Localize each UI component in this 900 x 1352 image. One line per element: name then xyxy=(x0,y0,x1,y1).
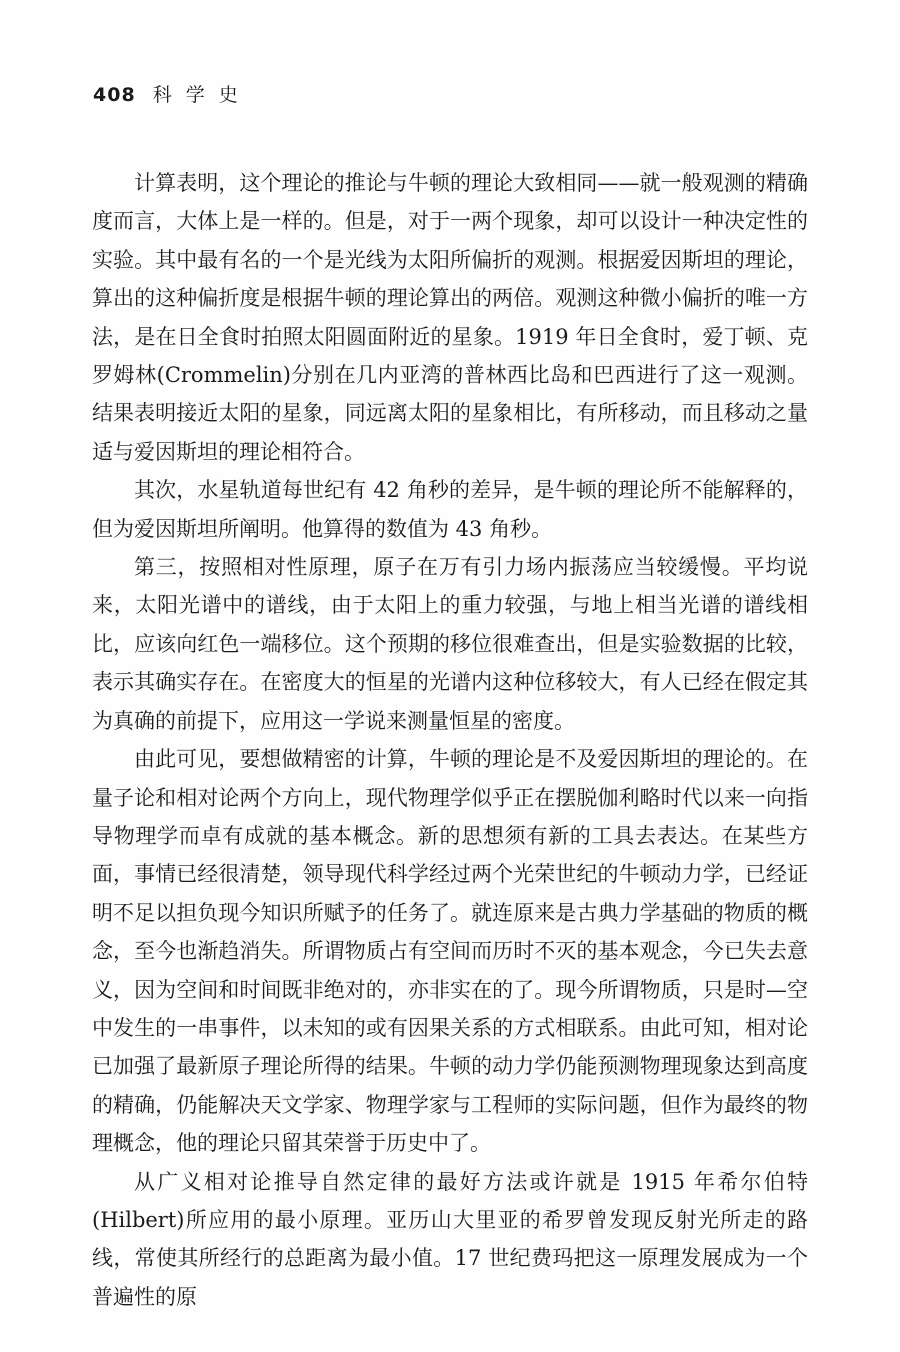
running-head xyxy=(93,80,252,107)
paragraph-mercury-orbit: 其次，水星轨道每世纪有 42 角秒的差异，是牛顿的理论所不能解释的，但为爱因斯坦所阐明。他算得的数值为 43 角秒。 xyxy=(92,478,808,541)
page-number: 408 xyxy=(93,84,136,106)
book-title: 科学史 xyxy=(152,84,252,106)
paragraph-conclusion: 由此可见，要想做精密的计算，牛顿的理论是不及爱因斯坦的理论的。在量子论和相对论两个方向上，现代物理学似乎正在摆脱伽利略时代以来一向指导物理学而卓有成就的基本概念。新的思想须有新的工具去表达。在某些方面，事情已经很清楚，领导现代科学经过两个光荣世纪的牛顿动力学，已经证明不足以担负现今知识所赋予的任务了。就连原来是古典力学基础的物质的概念，至今也渐趋消失。所谓物质占有空间而历时不灭的基本观念，今已失去意义，因为空间和时间既非绝对的，亦非实在的了。现今所谓物质，只是时—空中发生的一串事件，以未知的或有因果关系的方式相联系。由此可知，相对论已加强了最新原子理论所得的结果。牛顿的动力学仍能预测物理现象达到高度的精确，仍能解决天文学家、物理学家与工程师的实际问题，但作为最终的物理概念，他的理论只留其荣誉于历史中了。 xyxy=(92,747,808,1156)
paragraph-least-action: 从广义相对论推导自然定律的最好方法或许就是 1915 年希尔伯特(Hilbert)所应用的最小原理。亚历山大里亚的希罗曾发现反射光所走的路线，常使其所经行的总距离为最小值。17 世纪费玛把这一原理发展成为一个普遍性的原 xyxy=(92,1169,808,1309)
paragraph-light-deflection: 计算表明，这个理论的推论与牛顿的理论大致相同——就一般观测的精确度而言，大体上是一样的。但是，对于一两个现象，却可以设计一种决定性的实验。其中最有名的一个是光线为太阳所偏折的观测。根据爱因斯坦的理论，算出的这种偏折度是根据牛顿的理论算出的两倍。观测这种微小偏折的唯一方法，是在日全食时拍照太阳圆面附近的星象。1919 年日全食时，爱丁顿、克罗姆林(Crommelin)分别在几内亚湾的普林西比岛和巴西进行了这一观测。结果表明接近太阳的星象，同远离太阳的星象相比，有所移动，而且移动之量适与爱因斯坦的理论相符合。 xyxy=(92,171,808,464)
body-text xyxy=(92,164,808,1316)
paragraph-redshift: 第三，按照相对性原理，原子在万有引力场内振荡应当较缓慢。平均说来，太阳光谱中的谱线，由于太阳上的重力较强，与地上相当光谱的谱线相比，应该向红色一端移位。这个预期的移位很难查出，但是实验数据的比较，表示其确实存在。在密度大的恒星的光谱内这种位移较大，有人已经在假定其为真确的前提下，应用这一学说来测量恒星的密度。 xyxy=(92,555,808,733)
